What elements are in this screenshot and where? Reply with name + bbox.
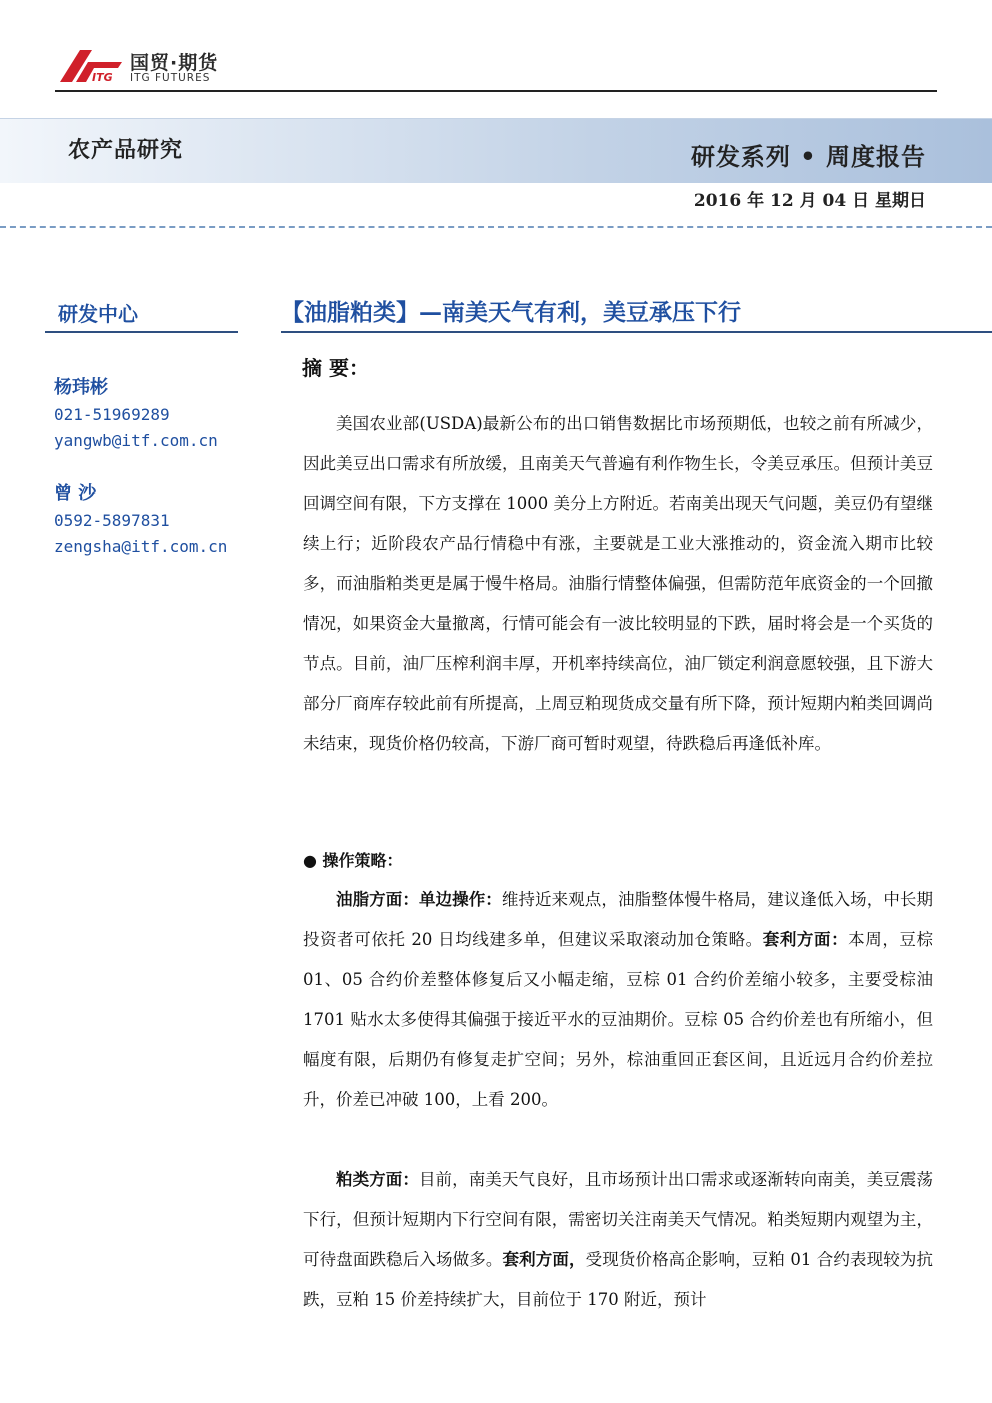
contact-card bbox=[54, 480, 227, 560]
contact-phone: 021-51969289 bbox=[54, 405, 170, 424]
dashed-divider bbox=[0, 226, 992, 228]
title-banner bbox=[0, 118, 992, 183]
oil-arbitrage-text: 本周，豆棕 01、05 合约价差整体修复后又小幅走缩，豆棕 01 合约价差缩小较多，主要受棕油 1701 贴水太多使得其偏强于接近平水的豆油期价。豆棕 05 合约价差也有所缩小，但幅度有限，后期仍有修复走扩空间；另外，棕油重回正套区间，且近远月合约价差拉升，价差已冲破 100，上看 200。 bbox=[303, 930, 934, 1109]
meal-strategy bbox=[303, 1160, 933, 1320]
oil-paragraph bbox=[303, 880, 933, 1120]
contact-email[interactable]: zengsha@itf.com.cn bbox=[54, 537, 228, 556]
abstract-paragraph: 美国农业部(USDA)最新公布的出口销售数据比市场预期低，也较之前有所减少，因此美豆出口需求有所放缓，且南美天气普遍有利作物生长，令美豆承压。但预计美豆回调空间有限，下方支撑在 1000 美分上方附近。若南美出现天气问题，美豆仍有望继续上行；近阶段农产品行情稳中有涨，主要就是工业大涨推动的，资金流入期市比较多，而油脂粕类更是属于慢牛格局。油脂行情整体偏强，但需防范年底资金的一个回撤情况，如果资金大量撤离，行情可能会有一波比较明显的下跌，届时将会是一个买货的节点。目前，油厂压榨利润丰厚，开机率持续高位，油厂锁定利润意愿较强，且下游大部分厂商库存较此前有所提高，上周豆粕现货成交量有所下降，预计短期内粕类回调尚未结束，现货价格仍较高，下游厂商可暂时观望，待跌稳后再逢低补库。 bbox=[303, 414, 933, 753]
contact-email[interactable]: yangwb@itf.com.cn bbox=[54, 431, 218, 450]
meal-paragraph bbox=[303, 1160, 933, 1320]
meal-arbitrage-label: 套利方面， bbox=[502, 1250, 586, 1269]
report-series: 研发系列 • 周度报告 bbox=[690, 142, 926, 171]
itg-logo-icon bbox=[58, 48, 124, 86]
meal-text: 目前，南美天气良好，且市场预计出口需求或逐渐转向南美，美豆震荡下行，但预计短期内下行空间有限，需密切关注南美天气情况。粕类短期内观望为主，可待盘面跌稳后入场做多。 bbox=[303, 1170, 934, 1269]
abstract-body bbox=[303, 404, 933, 764]
contact-name: 杨玮彬 bbox=[54, 377, 108, 398]
meal-arbitrage-text: 受现货价格高企影响，豆粕 01 合约表现较为抗跌，豆粕 15 价差持续扩大，目前位于 170 附近，预计 bbox=[303, 1250, 933, 1309]
sidebar-title: 研发中心 bbox=[58, 302, 138, 326]
oil-label: 油脂方面： bbox=[336, 890, 419, 909]
contact-phone: 0592-5897831 bbox=[54, 511, 170, 530]
logo-english-name: ITG FUTURES bbox=[130, 72, 211, 84]
section-title: 农产品研究 bbox=[68, 137, 184, 163]
company-logo bbox=[58, 42, 238, 90]
single-side-label: 单边操作： bbox=[418, 890, 502, 909]
oil-text: 维持近来观点，油脂整体慢牛格局，建议逢低入场，中长期投资者可依托 20 日均线建多单，但建议采取滚动加仓策略。 bbox=[303, 890, 934, 949]
svg-text:ITG: ITG bbox=[92, 71, 113, 84]
report-headline: 【油脂粕类】—南美天气有利，美豆承压下行 bbox=[281, 299, 741, 326]
header-divider bbox=[55, 90, 937, 92]
contact-card bbox=[54, 374, 218, 454]
headline-divider bbox=[281, 331, 992, 333]
abstract-heading: 摘 要： bbox=[302, 356, 369, 380]
report-date: 2016 年 12 月 04 日 星期日 bbox=[693, 191, 926, 211]
oil-strategy bbox=[303, 880, 933, 1120]
strategy-heading: ● 操作策略： bbox=[303, 851, 403, 870]
arbitrage-label: 套利方面： bbox=[762, 930, 849, 949]
logo-chinese-name: 国贸·期货 bbox=[130, 52, 219, 74]
sidebar-divider bbox=[45, 331, 238, 333]
contact-name: 曾 沙 bbox=[54, 483, 97, 504]
meal-label: 粕类方面： bbox=[336, 1170, 419, 1189]
